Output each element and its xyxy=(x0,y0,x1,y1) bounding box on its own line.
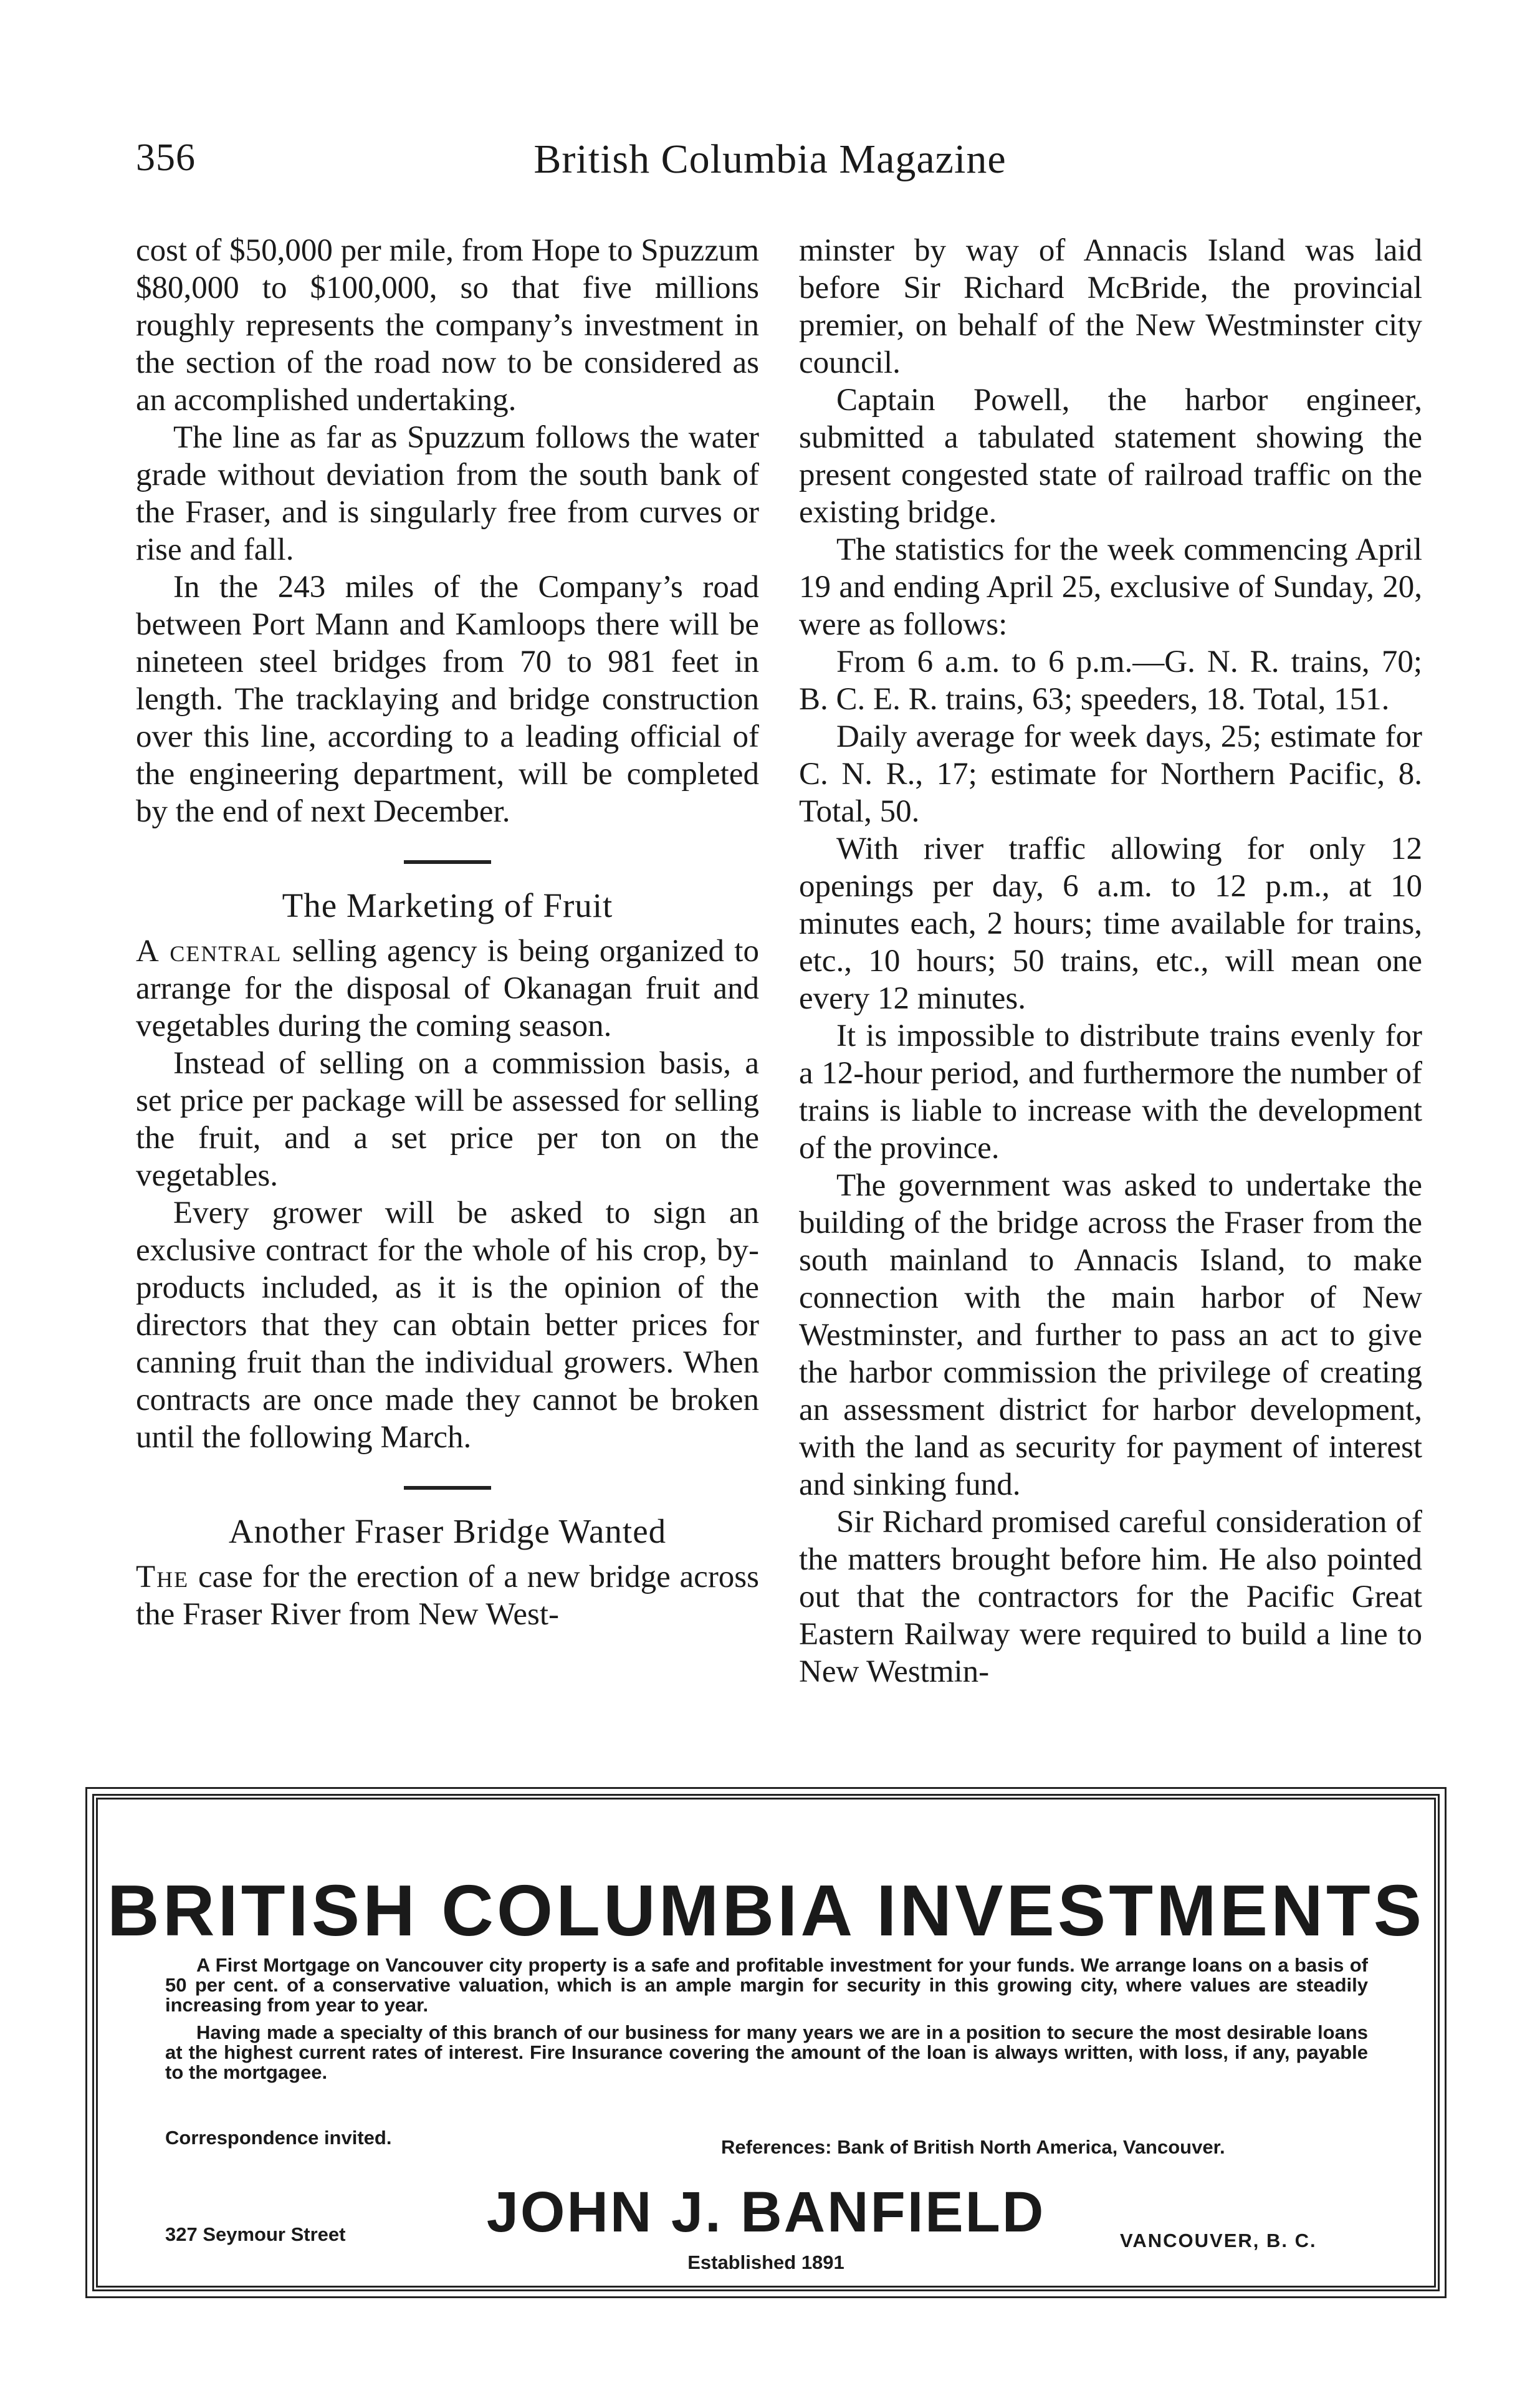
right-paragraph-7: It is impossible to distribute trains evenly for a 12-hour period, and furthermore the number of trains is liable to increase with the development of the province. xyxy=(799,1018,1422,1166)
running-title: British Columbia Magazine xyxy=(533,137,1007,182)
right-column xyxy=(799,232,1422,1690)
section-divider xyxy=(404,860,491,864)
left-column xyxy=(136,232,759,1633)
page-number: 356 xyxy=(136,137,196,179)
ad-address: 327 Seymour Street xyxy=(165,2223,346,2245)
right-paragraph-8: The government was asked to undertake the building of the bridge across the Fraser from the south mainland to Annacis Island, to make connection with the main harbor of New Westminster, and further to pass an act to give the harbor commission the privilege of creating an assessment district for harbor development, with the land as security for payment of interest and sinking fund. xyxy=(799,1168,1422,1502)
right-paragraph-5: Daily average for week days, 25; estimate for C. N. R., 17; estimate for Northern Pacific, 8. Total, 50. xyxy=(799,719,1422,829)
right-paragraph-2: Captain Powell, the harbor engineer, submitted a tabulated statement showing the present congested state of railroad traffic on the existing bridge. xyxy=(799,383,1422,530)
ad-paragraph-1: A First Mortgage on Vancouver city property is a safe and profitable investment for your funds. We arrange loans on a basis of 50 per cent. of a conservative valuation, which is an ample margin for security in this growing city, where values are steadily increasing from year to year. xyxy=(165,1954,1368,2016)
ad-city: VANCOUVER, B. C. xyxy=(1120,2230,1317,2251)
bridge-paragraph-1 xyxy=(136,1558,759,1633)
ad-title: BRITISH COLUMBIA INVESTMENTS xyxy=(107,1870,1425,1951)
fruit-paragraph-1 xyxy=(136,932,759,1045)
fruit-lead-words: A central xyxy=(136,934,282,969)
ad-body xyxy=(165,1955,1368,2090)
section-divider xyxy=(404,1486,491,1490)
right-paragraph-1: minster by way of Annacis Island was laid before Sir Richard McBride, the provincial premier, on behalf of the New Westminster city council. xyxy=(799,233,1422,380)
left-paragraph-2: The line as far as Spuzzum follows the water grade without deviation from the south bank of the Fraser, and is singularly free from curves or rise and fall. xyxy=(136,420,759,567)
ad-references: References: Bank of British North America, Vancouver. xyxy=(721,2136,1225,2158)
advertisement-box xyxy=(92,1794,1440,2291)
right-paragraph-9: Sir Richard promised careful consideration of the matters brought before him. He also pointed out that the contractors for the Pacific Great Eastern Railway were required to build a line to New Westmin- xyxy=(799,1505,1422,1689)
bridge-paragraph-1-text: case for the erection of a new bridge across the Fraser River from New West- xyxy=(136,1560,759,1632)
ad-advertiser-name: JOHN J. BANFIELD xyxy=(486,2180,1046,2244)
ad-correspondence: Correspondence invited. xyxy=(165,2127,392,2149)
left-paragraph-1: cost of $50,000 per mile, from Hope to Spuzzum $80,000 to $100,000, so that five millions roughly represents the company’s investment in the section of the road now to be considered as an accomplished undertaking. xyxy=(136,233,759,418)
fruit-paragraph-2: Instead of selling on a commission basis, a set price per package will be assessed for selling the fruit, and a set price per ton on the vegetables. xyxy=(136,1046,759,1193)
right-paragraph-6: With river traffic allowing for only 12 openings per day, 6 a.m. to 12 p.m., at 10 minutes each, 2 hours; time available for trains, etc., 10 hours; 50 trains, etc., will mean one every 12 minutes. xyxy=(799,832,1422,1016)
right-paragraph-3: The statistics for the week commencing April 19 and ending April 25, exclusive of Sunday, 20, were as follows: xyxy=(799,532,1422,642)
section-heading-bridge: Another Fraser Bridge Wanted xyxy=(228,1512,667,1550)
fruit-paragraph-3: Every grower will be asked to sign an exclusive contract for the whole of his crop, by-products included, as it is the opinion of the directors that they can obtain better prices for canning fruit than the individual growers. When contracts are once made they cannot be broken until the following March. xyxy=(136,1196,759,1455)
left-paragraph-3: In the 243 miles of the Company’s road between Port Mann and Kamloops there will be nineteen steel bridges from 70 to 981 feet in length. The tracklaying and bridge construction over this line, according to a leading official of the engineering department, will be completed by the end of next December. xyxy=(136,570,759,829)
ad-established: Established 1891 xyxy=(687,2251,844,2273)
fruit-paragraph-1-text: selling agency is being organized to arrange for the disposal of Okanagan fruit and vegetables during the coming season. xyxy=(136,934,759,1043)
bridge-lead-word: The xyxy=(136,1560,189,1594)
section-heading-fruit: The Marketing of Fruit xyxy=(282,886,613,924)
ad-paragraph-2: Having made a specialty of this branch of our business for many years we are in a position to secure the most desirable loans at the highest current rates of interest. Fire Insurance covering the amount of the loan is always written, with loss, if any, payable to the mortgagee. xyxy=(165,2021,1368,2083)
right-paragraph-4: From 6 a.m. to 6 p.m.—G. N. R. trains, 70; B. C. E. R. trains, 63; speeders, 18. Total, 151. xyxy=(799,645,1422,717)
